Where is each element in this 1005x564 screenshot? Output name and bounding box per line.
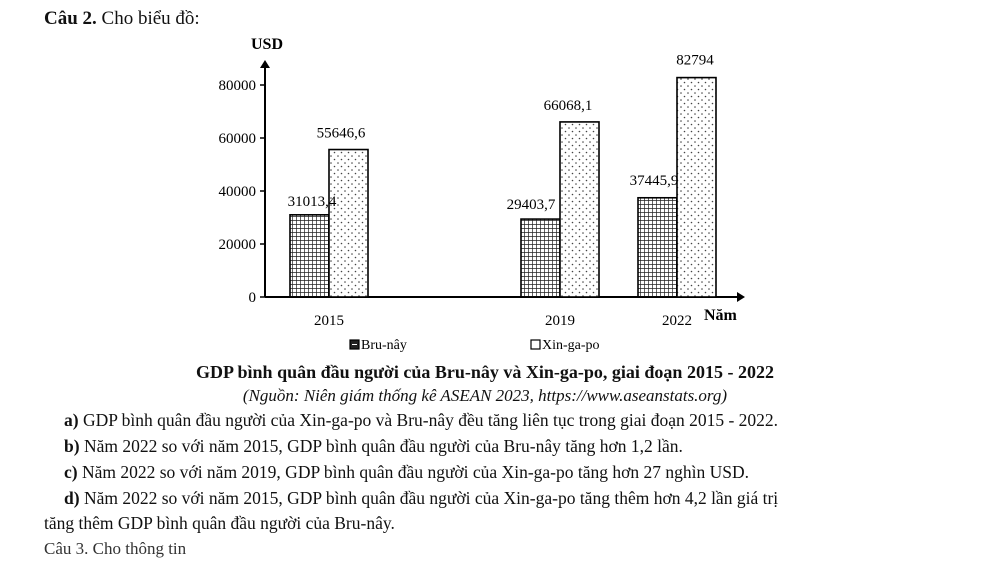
- data-label: 31013,4: [287, 193, 337, 210]
- data-label: 55646,6: [316, 125, 366, 142]
- statement-d-continued: tăng thêm GDP bình quân đầu người của Bru-nây.: [44, 513, 395, 533]
- legend-swatch-singapore: [531, 340, 540, 349]
- y-tick-label: 80000: [218, 78, 256, 94]
- y-tick-label: 20000: [218, 237, 256, 253]
- y-tick-label: 40000: [218, 184, 256, 200]
- x-tick-label: 2019: [545, 313, 575, 329]
- question-prompt: Cho biểu đồ:: [96, 8, 200, 29]
- legend-label: Xin-ga-po: [542, 338, 600, 353]
- bar-brunei-2022: [638, 198, 677, 297]
- next-question-fragment: Câu 3. Cho thông tin: [44, 539, 187, 558]
- statement-label: c): [64, 462, 78, 482]
- y-axis-title: USD: [251, 36, 284, 53]
- x-tick-label: 2015: [314, 313, 344, 329]
- y-axis-arrow: [260, 60, 270, 68]
- statement-label: b): [64, 436, 80, 456]
- x-tick-label: 2022: [662, 313, 692, 329]
- bar-brunei-2015: [290, 215, 329, 297]
- x-axis-arrow: [737, 292, 745, 302]
- y-tick-label: 60000: [218, 131, 256, 147]
- bar-singapore-2019: [560, 122, 599, 297]
- statement-a: [64, 410, 778, 431]
- statement-text: GDP bình quân đầu người của Xin-ga-po và Bru-nây đều tăng liên tục trong giai đoạn 2015 - 2022.: [78, 410, 779, 430]
- bar-singapore-2022: [677, 78, 716, 297]
- legend-label: Bru-nây: [361, 338, 407, 353]
- statement-c: [64, 462, 749, 483]
- data-label: 82794: [676, 52, 714, 69]
- statement-text: Năm 2022 so với năm 2019, GDP bình quân đầu người của Xin-ga-po tăng hơn 27 nghìn USD.: [77, 462, 750, 482]
- statement-text: Năm 2022 so với năm 2015, GDP bình quân đầu người của Xin-ga-po tăng thêm hơn 4,2 lần giá trị: [79, 488, 779, 508]
- chart-legend: [350, 338, 600, 353]
- statement-d: [64, 488, 778, 509]
- chart-caption: GDP bình quân đầu người của Bru-nây và Xin-ga-po, giai đoạn 2015 - 2022: [196, 362, 774, 382]
- chart-source: (Nguồn: Niên giám thống kê ASEAN 2023, https://www.aseanstats.org): [242, 386, 728, 405]
- statement-label: d): [64, 488, 80, 508]
- data-label: 66068,1: [543, 97, 593, 114]
- statement-text: Năm 2022 so với năm 2015, GDP bình quân đầu người của Bru-nây tăng hơn 1,2 lần.: [79, 436, 683, 456]
- data-label: 29403,7: [506, 197, 556, 214]
- question-number: Câu 2.: [44, 8, 97, 29]
- x-axis-title: Năm: [704, 307, 737, 324]
- y-tick-label: 0: [248, 290, 256, 306]
- bar-singapore-2015: [329, 150, 368, 297]
- statement-label: a): [64, 410, 79, 430]
- bar-brunei-2019: [521, 219, 560, 297]
- data-label: 37445,9: [629, 172, 679, 189]
- statement-b: [64, 436, 683, 457]
